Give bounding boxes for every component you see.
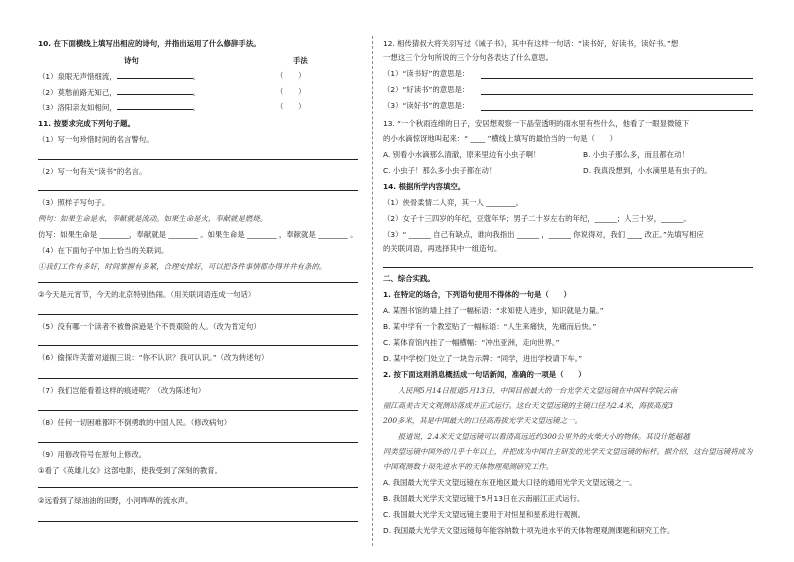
q12-item-1: （1）“读书好”的意思是：	[383, 69, 470, 78]
p2-paragraph-line: 中国观测数十项先进水平的天体物理观测研究工作。	[383, 462, 553, 471]
p2-paragraph-line: 同类望远镜中国外的几乎十年以上，并把成为中国自主研发的光学天文望远镜的标杆。据介绍，这台望远镜将成为	[383, 447, 753, 456]
q11-title: 11. 按要求完成下列句子题。	[38, 119, 135, 128]
p1-option-b: B. 某中学有一个教室贴了一幅标语：“人生来痛快，先痛而后快。”	[383, 322, 597, 331]
answer-line[interactable]	[38, 378, 358, 379]
q10-col-poem: 诗句	[124, 56, 139, 65]
q11-s4-sentence: ①我们工作有多好，时间掌握有多紧，合理安排好，可以把各件事情都办得井井有条的。	[38, 262, 327, 271]
answer-line[interactable]	[38, 345, 358, 346]
p1-option-d: D. 某中学校门处立了一块告示牌：“同学，进出学校请下车。”	[383, 354, 583, 363]
p2-option-a: A. 我国最大光学天文望远镜在东亚地区最大口径的通用光学天文望远镜之一。	[383, 478, 637, 487]
q10-answer-paren-1[interactable]: （ ）	[276, 71, 306, 80]
p2-paragraph-line: 报道说，2.4米天文望远镜可以看清高远近约300公里外的火柴大小的物体。其设计能超越	[383, 432, 690, 441]
p2-option-b: B. 我国最大光学天文望远镜于5月13日在云南丽江正式运行。	[383, 494, 585, 503]
q12-item-2: （2）“好读书”的意思是：	[383, 85, 470, 94]
q10-answer-paren-3[interactable]: （ ）	[276, 102, 306, 111]
q11-s6: （6）偷探许芙蕾对道振三说：“你不认识？我可认识。”（改为转述句）	[38, 353, 269, 362]
p1-option-c: C. 某体育馆内挂了一幅横幅：“冲出亚洲，走向世界。”	[383, 338, 560, 347]
p1-title: 1. 在特定的场合，下列语句使用不得体的一句是（ ）	[383, 290, 571, 299]
q11-s4: （4）在下面句子中加上恰当的关联词。	[38, 246, 169, 255]
q11-s5: （5）没有哪一个读者不被鲁滨逊是个不畏艰险的人。（改为肯定句）	[38, 322, 261, 331]
answer-line[interactable]	[383, 267, 753, 268]
p2-title: 2. 按下面这则消息概括成一句话新闻，准确的一项是（ ）	[383, 370, 586, 379]
q11-s3: （3）照样子写句子。	[38, 198, 110, 207]
answer-line[interactable]	[38, 282, 358, 283]
p2-paragraph-line: 丽江高美古天文观测站落成并正式运行。这台天文望远镜的主镜口径为2.4米，海拔高度3	[383, 401, 673, 410]
p2-option-c: C. 我国最大光学天文望远镜主要用于对恒星和星系进行观测。	[383, 510, 586, 519]
p2-paragraph-line: 人民网5月14日报道5月13日，中国目前最大的一台光学天文望远镜在中国科学院云南	[383, 386, 678, 395]
q11-s1: （1）写一句珍惜时间的名言警句。	[38, 135, 154, 144]
answer-line[interactable]	[38, 521, 358, 522]
q11-imitate: 仿写：如果生命是 ________，奉献就是 ________ 。如果生命是 ________ ，奉献就是 ________ 。	[38, 230, 358, 239]
q13-line1: 13. “一个秋雨连绵的日子，安居想观察一下晶莹透明的雨水里有些什么，他看了一眼显微镜下	[383, 119, 690, 128]
q10-title: 10. 在下面横线上填写出相应的诗句，并指出运用了什么修辞手法。	[38, 39, 261, 48]
answer-line[interactable]	[38, 159, 358, 160]
q10-item-1: （1）泉眼无声惜细流， 。	[38, 72, 201, 81]
q13-option-b: B. 小虫子那么多，而且都在动！	[583, 150, 689, 159]
answer-line[interactable]	[38, 442, 358, 443]
q10-answer-paren-2[interactable]: （ ）	[276, 87, 306, 96]
q12-title: 12. 相传猜叔大将关羽写过《诫子书》，其中有这样一句话：“读书好，好读书，读好书。”想	[383, 39, 679, 48]
q11-s2: （2）写一句有关“读书”的名言。	[38, 167, 147, 176]
q11-s8: （8）任何一切困难都吓不倒勇敢的中国人民。（修改病句）	[38, 418, 232, 427]
q13-option-a: A. 别看小水滴那么清澈，原来里边有小虫子啊！	[383, 150, 541, 159]
answer-line[interactable]	[481, 94, 753, 95]
q11-s4b: ②今天是元宵节，今天的北京特别热闹。（用关联词语连成一句话）	[38, 290, 256, 299]
q14-s3: （3）“ ______ 自己有缺点，谁向我指出 ______ ，______ 你说得对，我们 ____ 改正。”先填写相应	[383, 230, 704, 239]
column-divider	[372, 36, 373, 546]
p2-paragraph-line: 200多米，其是中国最大的口径高海拔光学天文望远镜之一。	[383, 416, 582, 425]
q11-s9: （9）用修改符号在原句上修改。	[38, 450, 147, 459]
q13-line2: 的小水滴惊讶地叫起来：“ ____ ”横线上填写的最恰当的一句是（ ）	[383, 134, 618, 143]
section-heading: 二、综合实践。	[383, 274, 435, 283]
q12-item-3: （3）“读好书”的意思是：	[383, 101, 470, 110]
p1-option-a: A. 某图书馆的墙上挂了一幅标语：“求知使人进步，知识就是力量。”	[383, 306, 604, 315]
q14-s3-cont: 的关联词语，再选择其中一组造句。	[383, 244, 502, 253]
q13-option-d: D. 我真没想到，小水滴里是有虫子的。	[583, 166, 712, 175]
q11-example: 例句：如果生命是水，奉献就是流动。如果生命是火，奉献就是燃烧。	[38, 214, 268, 223]
q11-s9b: ②远看到了绿油油的田野，小河哗哗的流水声。	[38, 496, 193, 505]
p2-option-d: D. 我国最大光学天文望远镜每年能容纳数十项先进水平的天体物理观测课题和研究工作。	[383, 526, 675, 535]
q10-item-3: （3）洛阳亲友如相问， 。	[38, 103, 201, 112]
q12-title-cont: 一想这三个分句所说的三个分句各表达了什么意思。	[383, 53, 553, 62]
q11-s9a: ①看了《英雄儿女》这部电影，使我受到了深刻的教育。	[38, 466, 223, 475]
q10-item-2: （2）莫愁前路无知己， 。	[38, 88, 201, 97]
q10-col-technique: 手法	[293, 56, 308, 65]
q13-option-c: C. 小虫子！那么多小虫子都在动！	[383, 166, 497, 175]
answer-line[interactable]	[481, 78, 753, 79]
answer-line[interactable]	[38, 487, 358, 488]
q14-s1: （1）侠骨柔情二人弈，其一人 ________。	[383, 198, 524, 207]
answer-line[interactable]	[481, 110, 753, 111]
answer-line[interactable]	[38, 190, 358, 191]
q14-title: 14. 根据所学内容填空。	[383, 182, 466, 191]
q14-s2: （2）女子十三四岁的年纪，豆蔻年华；男子二十岁左右的年纪，______；人三十岁，______。	[383, 214, 691, 223]
answer-line[interactable]	[38, 314, 358, 315]
answer-line[interactable]	[38, 410, 358, 411]
q11-s7: （7）我们岂能看着这样的痕迹呢？（改为陈述句）	[38, 386, 206, 395]
